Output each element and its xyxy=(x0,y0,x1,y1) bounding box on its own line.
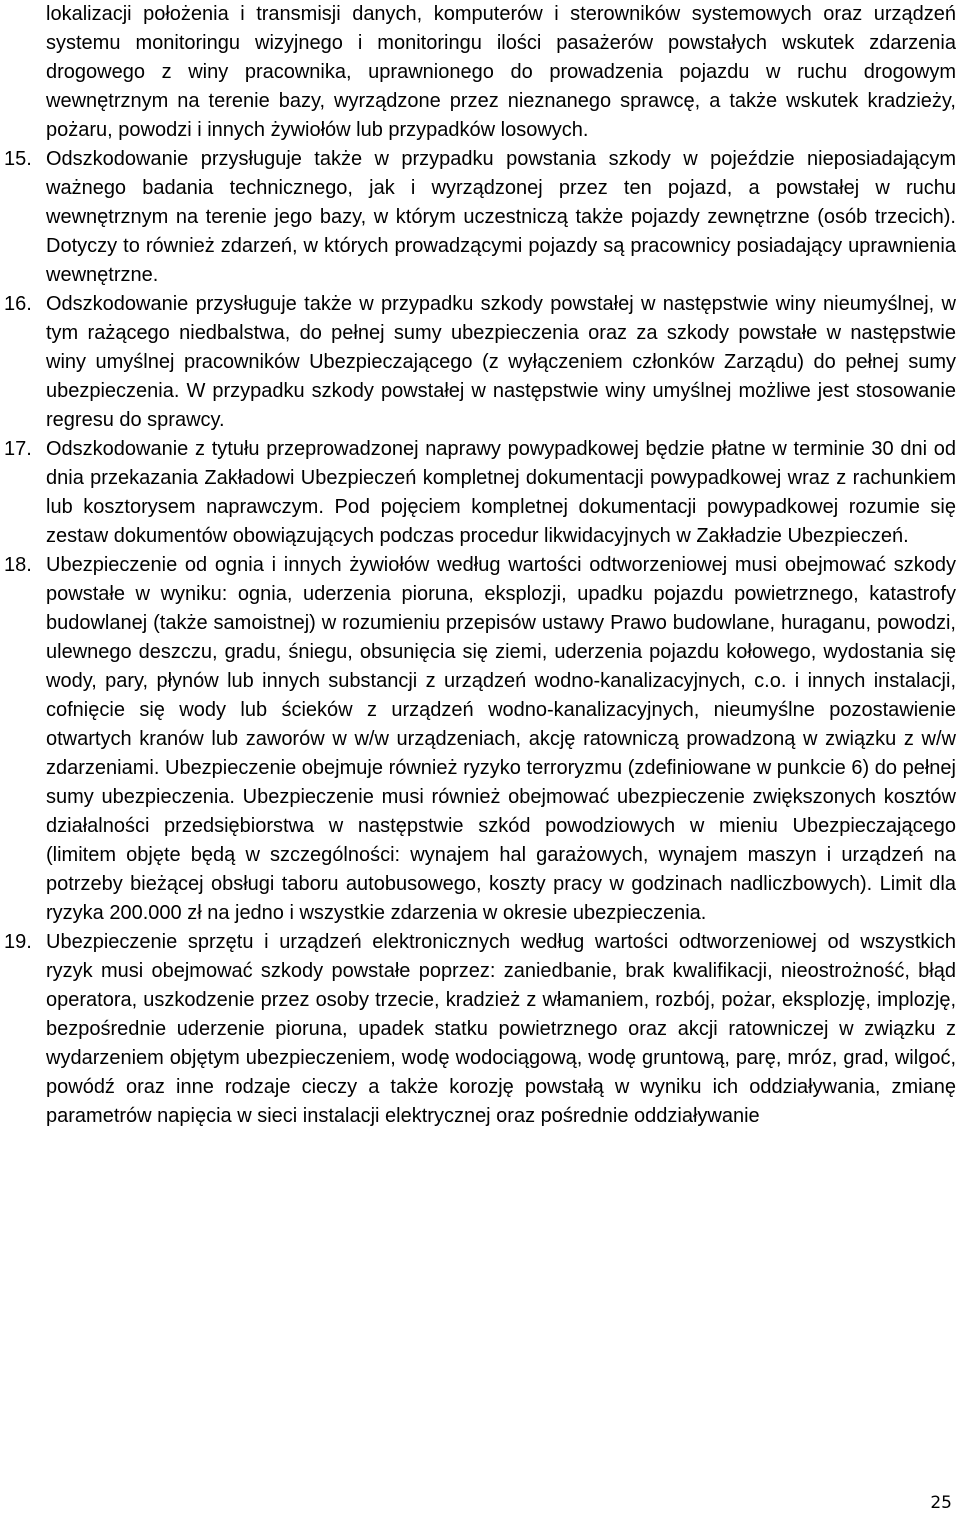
page-number: 25 xyxy=(930,1493,952,1513)
item-number: 19. xyxy=(4,931,32,953)
item-text: Odszkodowanie z tytułu przeprowadzonej naprawy powypadkowej będzie płatne w terminie 30 dni od dnia przekazania Zakładowi Ubezpieczeń kompletnej dokumentacji powypadkowej wraz z rachunkiem lub kosztorysem naprawczym. Pod pojęciem kompletnej dokumentacji powypadkowej rozumie się zestaw dokumentów obowiązujących podczas procedur likwidacyjnych w Zakładzie Ubezpieczeń. xyxy=(46,438,956,547)
list-item-15 xyxy=(4,145,956,290)
list-item-16 xyxy=(4,290,956,435)
item-text: Odszkodowanie przysługuje także w przypadku powstania szkody w pojeździe nieposiadającym ważnego badania technicznego, jak i wyrządzonej przez ten pojazd, a powstałej w ruchu wewnętrznym na terenie jego bazy, w którym uczestniczą także pojazdy zewnętrzne (osób trzecich). Dotyczy to również zdarzeń, w których prowadzącymi pojazdy są pracownicy posiadający uprawnienia wewnętrzne. xyxy=(46,148,956,286)
list-item-18 xyxy=(4,551,956,928)
item-text: Odszkodowanie przysługuje także w przypadku szkody powstałej w następstwie winy nieumyślnej, w tym rażącego niedbalstwa, do pełnej sumy ubezpieczenia oraz za szkody powstałe w następstwie winy umyślnej pracowników Ubezpieczającego (z wyłączeniem członków Zarządu) do pełnej sumy ubezpieczenia. W przypadku szkody powstałej w następstwie winy umyślnej możliwe jest stosowanie regresu do sprawcy. xyxy=(46,293,956,431)
document-body xyxy=(4,0,956,1131)
item-number: 15. xyxy=(4,148,32,170)
item-number: 17. xyxy=(4,438,32,460)
item-number: 18. xyxy=(4,554,32,576)
item-number: 16. xyxy=(4,293,32,315)
list-item-19 xyxy=(4,928,956,1131)
item-text: Ubezpieczenie od ognia i innych żywiołów według wartości odtworzeniowej musi obejmować szkody powstałe w wyniku: ognia, uderzenia pioruna, eksplozji, upadku pojazdu powietrznego, katastrofy budowlanej (także samoistnej) w rozumieniu przepisów ustawy Prawo budowlane, huraganu, powodzi, ulewnego deszczu, gradu, śniegu, obsunięcia się ziemi, uderzenia pojazdu kołowego, wydostania się wody, pary, płynów lub innych substancji z urządzeń wodno-kanalizacyjnych, c.o. i innych instalacji, cofnięcie się wody lub ścieków z urządzeń wodno-kanalizacyjnych, nieumyślne pozostawienie otwartych kranów lub zaworów w w/w urządzeniach, akcję ratowniczą prowadzoną w związku z w/w zdarzeniami. Ubezpieczenie obejmuje również ryzyko terroryzmu (zdefiniowane w punkcie 6) do pełnej sumy ubezpieczenia. Ubezpieczenie musi również obejmować ubezpieczenie zwiększonych kosztów działalności przedsiębiorstwa w następstwie szkód powodziowych w mieniu Ubezpieczającego (limitem objęte będą w szczególności: wynajem hal garażowych, wynajem maszyn i urządzeń na potrzeby bieżącej obsługi taboru autobusowego, koszty pracy w godzinach nadliczbowych). Limit dla ryzyka 200.000 zł na jedno i wszystkie zdarzenia w okresie ubezpieczenia. xyxy=(46,554,956,924)
item-text: Ubezpieczenie sprzętu i urządzeń elektronicznych według wartości odtworzeniowej od wszystkich ryzyk musi obejmować szkody powstałe poprzez: zaniedbanie, brak kwalifikacji, nieostrożność, błąd operatora, uszkodzenie przez osoby trzecie, kradzież z włamaniem, rozbój, pożar, eksplozję, implozję, bezpośrednie uderzenie pioruna, upadek statku powietrznego oraz akcji ratowniczej w związku z wydarzeniem objętym ubezpieczeniem, wodę wodociągową, wodę gruntową, parę, mróz, grad, wilgoć, powódź oraz inne rodzaje cieczy a także korozję powstałą w wyniku ich oddziaływania, zmianę parametrów napięcia w sieci instalacji elektrycznej oraz pośrednie oddziaływanie xyxy=(46,931,956,1127)
list-item-17 xyxy=(4,435,956,551)
continuation-paragraph: lokalizacji położenia i transmisji danych, komputerów i sterowników systemowych oraz urządzeń systemu monitoringu wizyjnego i monitoringu ilości pasażerów powstałych wskutek zdarzenia drogowego z winy pracownika, uprawnionego do prowadzenia pojazdu w ruchu drogowym wewnętrznym na terenie bazy, wyrządzone przez nieznanego sprawcę, a także wskutek kradzieży, pożaru, powodzi i innych żywiołów lub przypadków losowych. xyxy=(46,3,956,141)
